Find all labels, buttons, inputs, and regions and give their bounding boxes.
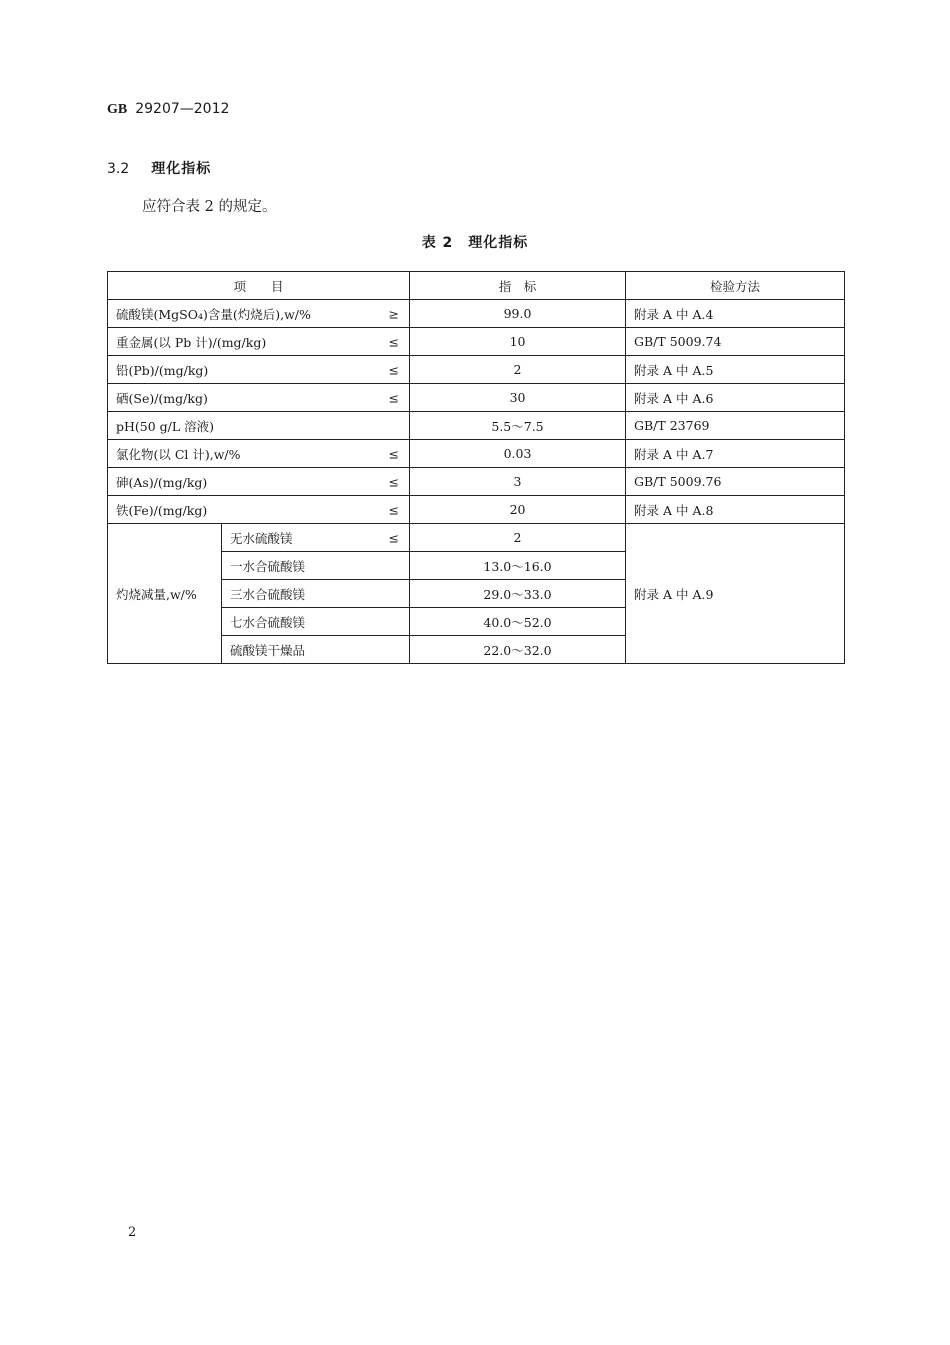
- value-cell: 22.0～32.0: [410, 636, 626, 664]
- item-cell: [108, 328, 410, 356]
- limit-symbol: ≤: [388, 502, 400, 517]
- loss-on-ignition-method: 附录 A 中 A.9: [626, 524, 845, 664]
- standard-code: GB: [107, 102, 128, 117]
- table-row: [108, 524, 845, 552]
- item-cell: [108, 300, 410, 328]
- method-cell: 附录 A 中 A.8: [626, 496, 845, 524]
- sub-item-cell: [222, 608, 410, 636]
- item-cell: [108, 440, 410, 468]
- method-cell: 附录 A 中 A.5: [626, 356, 845, 384]
- standard-number: 29207—2012: [135, 101, 230, 117]
- value-cell: 5.5～7.5: [410, 412, 626, 440]
- item-label: 铁(Fe)/(mg/kg): [116, 502, 208, 518]
- section-title: 理化指标: [151, 161, 212, 177]
- item-cell: [108, 412, 410, 440]
- section-number: 3.2: [107, 161, 130, 177]
- table-row: [108, 384, 845, 412]
- method-cell: 附录 A 中 A.7: [626, 440, 845, 468]
- section-heading: [107, 158, 211, 178]
- sub-item-cell: [222, 636, 410, 664]
- item-label: 氯化物(以 Cl 计),w/%: [116, 446, 241, 462]
- page-number: 2: [128, 1225, 137, 1240]
- table-row: [108, 496, 845, 524]
- item-label: 一水合硫酸镁: [230, 558, 306, 574]
- item-label: 七水合硫酸镁: [230, 614, 306, 630]
- table-row: [108, 412, 845, 440]
- item-cell: [108, 356, 410, 384]
- limit-symbol: ≥: [388, 306, 400, 321]
- header-method: 检验方法: [626, 272, 845, 300]
- limit-symbol: ≤: [388, 390, 400, 405]
- item-cell: [108, 496, 410, 524]
- value-cell: 29.0～33.0: [410, 580, 626, 608]
- item-label: 砷(As)/(mg/kg): [116, 474, 208, 490]
- loss-on-ignition-label: 灼烧减量,w/%: [108, 524, 222, 664]
- value-cell: 20: [410, 496, 626, 524]
- value-cell: 13.0～16.0: [410, 552, 626, 580]
- value-cell: 30: [410, 384, 626, 412]
- limit-symbol: ≤: [388, 474, 400, 489]
- standard-header: [107, 101, 229, 118]
- value-cell: 10: [410, 328, 626, 356]
- method-cell: 附录 A 中 A.4: [626, 300, 845, 328]
- value-cell: 2: [410, 356, 626, 384]
- table-row: [108, 440, 845, 468]
- method-cell: GB/T 5009.76: [626, 468, 845, 496]
- header-item: 项 目: [108, 272, 410, 300]
- item-cell: [108, 384, 410, 412]
- value-cell: 3: [410, 468, 626, 496]
- value-cell: 0.03: [410, 440, 626, 468]
- item-label: 重金属(以 Pb 计)/(mg/kg): [116, 334, 267, 350]
- limit-symbol: ≤: [388, 362, 400, 377]
- item-label: 硫酸镁(MgSO₄)含量(灼烧后),w/%: [116, 306, 311, 322]
- sub-item-cell: [222, 580, 410, 608]
- method-cell: GB/T 5009.74: [626, 328, 845, 356]
- item-label: 硫酸镁干燥品: [230, 642, 306, 658]
- sub-item-cell: [222, 524, 410, 552]
- header-index: 指 标: [410, 272, 626, 300]
- value-cell: 99.0: [410, 300, 626, 328]
- limit-symbol: ≤: [388, 530, 400, 545]
- item-label: 无水硫酸镁: [230, 530, 293, 546]
- item-cell: [108, 468, 410, 496]
- table-row: [108, 328, 845, 356]
- value-cell: 40.0～52.0: [410, 608, 626, 636]
- item-label: 硒(Se)/(mg/kg): [116, 390, 208, 406]
- item-label: 三水合硫酸镁: [230, 586, 306, 602]
- item-label: pH(50 g/L 溶液): [116, 418, 215, 434]
- method-cell: 附录 A 中 A.6: [626, 384, 845, 412]
- method-cell: GB/T 23769: [626, 412, 845, 440]
- body-paragraph: 应符合表 2 的规定。: [142, 199, 277, 215]
- table-row: [108, 356, 845, 384]
- table-row: [108, 468, 845, 496]
- table-caption: 表 2 理化指标: [421, 235, 529, 251]
- table-row: [108, 300, 845, 328]
- limit-symbol: ≤: [388, 446, 400, 461]
- limit-symbol: ≤: [388, 334, 400, 349]
- value-cell: 2: [410, 524, 626, 552]
- sub-item-cell: [222, 552, 410, 580]
- spec-table: [107, 271, 845, 664]
- item-label: 铅(Pb)/(mg/kg): [116, 362, 209, 378]
- table-header-row: [108, 272, 845, 300]
